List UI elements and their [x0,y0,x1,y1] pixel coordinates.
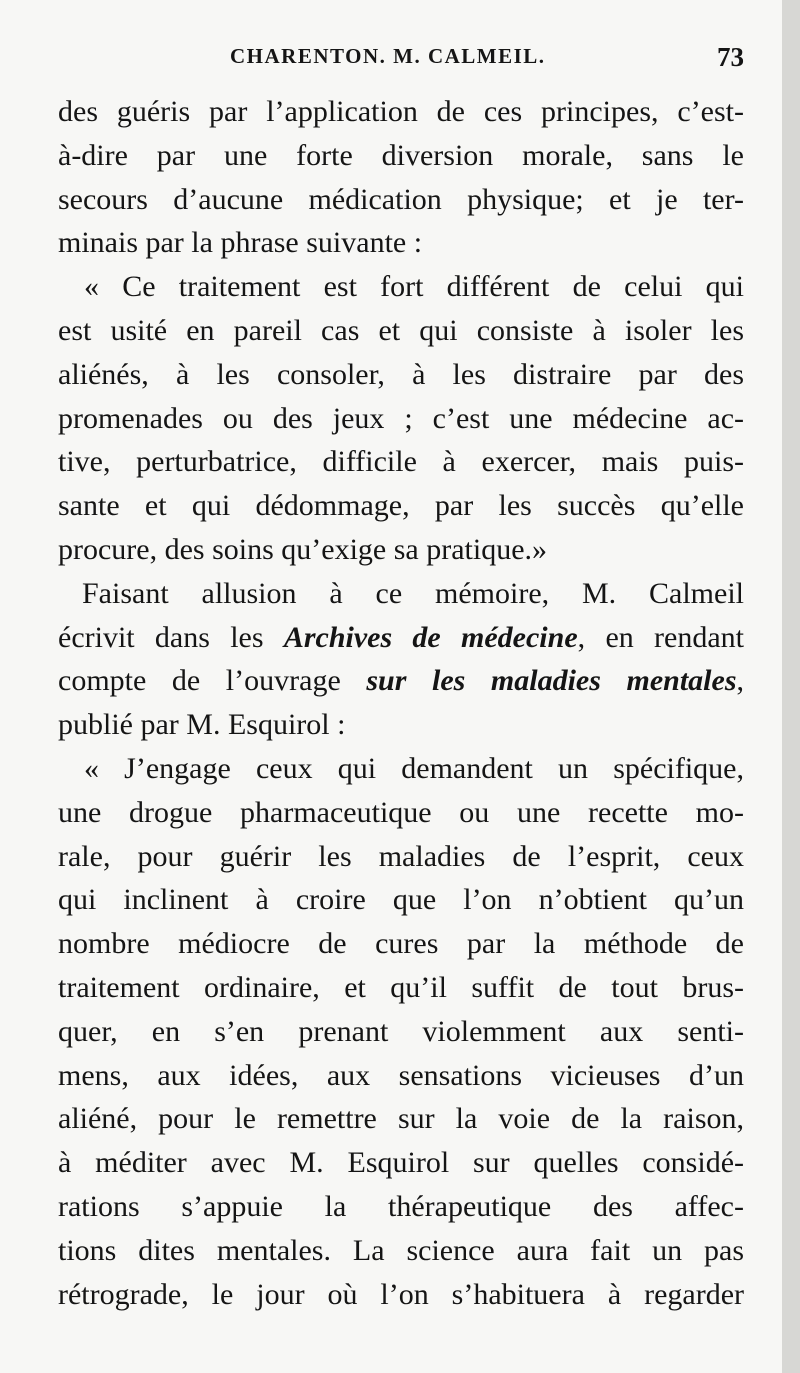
quote-line: mens, aux idées, aux sensations vicieuses d’un [58,1058,744,1092]
quote-line: rale, pour guérir les maladies de l’esprit, ceux [58,839,744,873]
text-line: secours d’aucune médication physique; et je ter- [58,182,744,216]
quote-line: tive, perturbatrice, difficile à exercer, mais puis- [58,445,744,479]
quote-line: à méditer avec M. Esquirol sur quelles considé- [58,1146,744,1180]
text-line: des guéris par l’application de ces principes, c’est- [58,95,744,128]
text-line: minais par la phrase suivante : [58,226,423,260]
running-head: CHARENTON. M. CALMEIL. [230,44,546,68]
paragraph-line: publié par M. Esquirol : [58,708,346,742]
page-header [58,42,744,76]
quote-line: rétrograde, le jour où l’on s’habituera à regarder [58,1277,744,1311]
paragraph-line: Faisant allusion à ce mémoire, M. Calmeil [82,576,744,610]
quote-line: procure, des soins qu’exige sa pratique.» [58,532,548,566]
quote-line: tions dites mentales. La science aura fait un pas [58,1233,744,1267]
quote-line: une drogue pharmaceutique ou une recette mo- [58,795,744,829]
text-segment: , [736,664,744,698]
page-edge [782,0,800,1373]
quote-line: promenades ou des jeux ; c’est une médecine ac- [58,401,744,435]
quote-line: aliénés, à les consoler, à les distraire par des [58,357,744,391]
journal-title: Archives de médecine [283,620,578,654]
text-line: à-dire par une forte diversion morale, sans le [58,138,744,172]
book-title: sur les maladies mentales [366,664,737,698]
text-segment: écrivit dans les [58,620,284,654]
quote-line: rations s’appuie la thérapeutique des affec- [58,1189,744,1223]
text-segment: , en rendant [577,620,744,654]
quote-line: traitement ordinaire, et qu’il suffit de tout brus- [58,970,744,1004]
text-segment: compte de l’ouvrage [58,664,367,698]
page-number: 73 [717,42,744,72]
quote-line: qui inclinent à croire que l’on n’obtient qu’un [58,883,744,917]
quote-line: « Ce traitement est fort différent de celui qui [84,270,744,304]
quote-line: quer, en s’en prenant violemment aux senti- [58,1014,744,1048]
quote-line: nombre médiocre de cures par la méthode de [58,927,744,961]
body-text [58,90,744,1316]
paragraph-line [58,616,744,660]
quote-line: aliéné, pour le remettre sur la voie de la raison, [58,1102,744,1136]
quote-line: « J’engage ceux qui demandent un spécifique, [84,751,744,785]
quote-line: est usité en pareil cas et qui consiste à isoler les [58,313,744,347]
quote-line: sante et qui dédommage, par les succès qu’elle [58,489,744,523]
paragraph-line [58,659,744,703]
